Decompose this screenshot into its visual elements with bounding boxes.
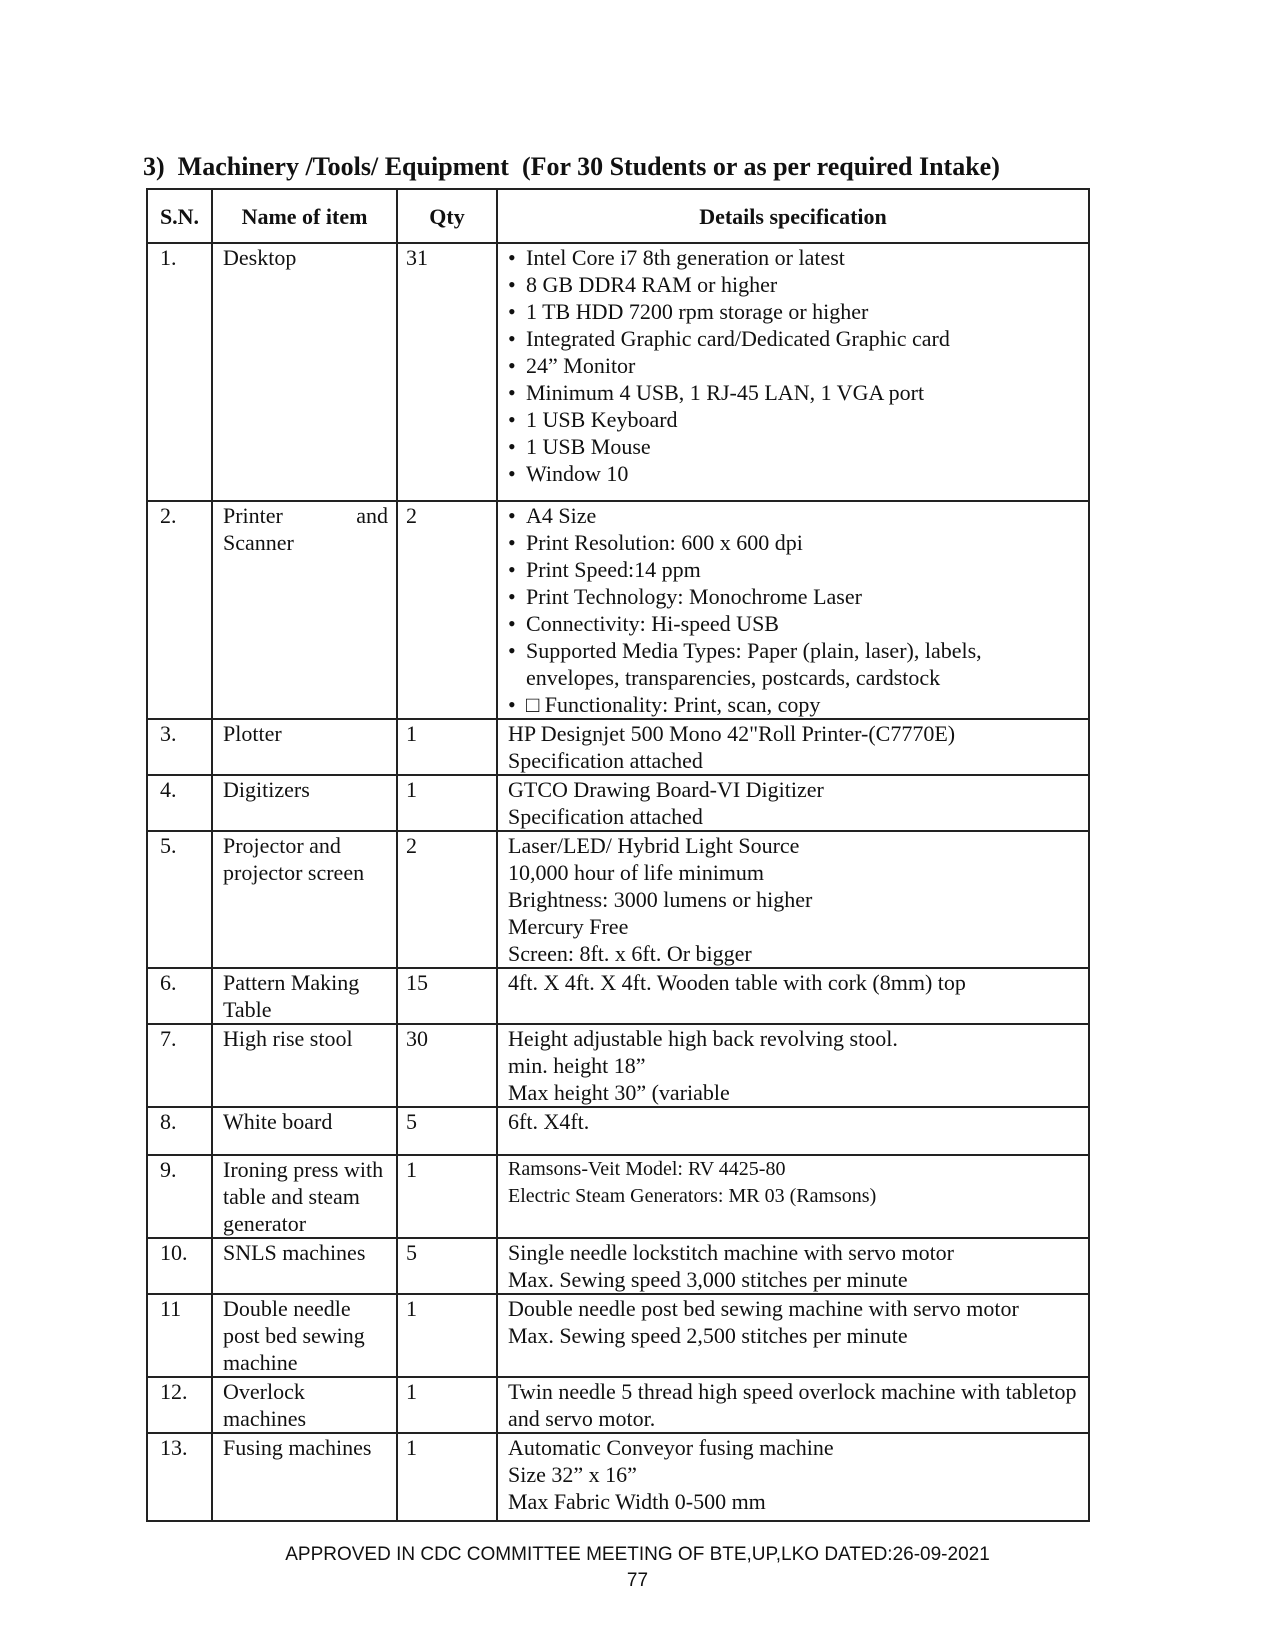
row-details (497, 1294, 1089, 1377)
row-details (497, 243, 1089, 501)
page-number: 77 (626, 1570, 649, 1591)
spec-bullet: • Print Resolution: 600 x 600 dpi (508, 529, 1080, 556)
detail-line: Max height 30” (variable (508, 1080, 730, 1105)
row-item-name: Ironing press with table and steam generator (212, 1155, 397, 1238)
row-item-name: Overlock machines (212, 1377, 397, 1433)
spec-bullet: • □ Functionality: Print, scan, copy (508, 691, 1080, 718)
row-item-name: White board (212, 1107, 397, 1155)
row-qty: 2 (397, 831, 497, 968)
row-details (497, 1024, 1089, 1107)
detail-line: Height adjustable high back revolving stool. (508, 1026, 898, 1051)
spec-bullet: • Connectivity: Hi-speed USB (508, 610, 1080, 637)
table-row (147, 831, 1089, 968)
row-details (497, 775, 1089, 831)
detail-line: Ramsons-Veit Model: RV 4425-80 (508, 1158, 786, 1180)
detail-line: Double needle post bed sewing machine with servo motor (508, 1296, 1019, 1321)
row-sn: 11 (147, 1294, 212, 1377)
detail-line: 6ft. X4ft. (508, 1109, 590, 1134)
detail-line: Screen: 8ft. x 6ft. Or bigger (508, 941, 752, 966)
row-item-name: Desktop (212, 243, 397, 501)
table-row (147, 1024, 1089, 1107)
row-sn: 7. (147, 1024, 212, 1107)
column-header-name: Name of item (212, 189, 397, 243)
row-item-name: Double needle post bed sewing machine (212, 1294, 397, 1377)
table-row (147, 1377, 1089, 1433)
spec-bullet: • Supported Media Types: Paper (plain, laser), labels, envelopes, transparencies, postcards, cardstock (508, 637, 1080, 691)
spec-bullet: • Integrated Graphic card/Dedicated Graphic card (508, 325, 1080, 352)
detail-line: Automatic Conveyor fusing machine (508, 1435, 834, 1460)
row-qty: 1 (397, 775, 497, 831)
row-qty: 31 (397, 243, 497, 501)
detail-line: Specification attached (508, 804, 703, 829)
spec-bullet: • Print Speed:14 ppm (508, 556, 1080, 583)
row-details (497, 1377, 1089, 1433)
row-qty: 1 (397, 1294, 497, 1377)
column-header-sn: S.N. (147, 189, 212, 243)
row-item-name: Pattern Making Table (212, 968, 397, 1024)
section-heading: 3) Machinery /Tools/ Equipment (For 30 Students or as per required Intake) (143, 152, 1000, 181)
row-details (497, 1238, 1089, 1294)
row-qty: 1 (397, 1377, 497, 1433)
item-name-line: Scanner (223, 530, 294, 555)
spec-bullet: • A4 Size (508, 502, 1080, 529)
detail-line: Specification attached (508, 748, 703, 773)
row-item-name: Digitizers (212, 775, 397, 831)
row-sn: 5. (147, 831, 212, 968)
spec-bullet: • Window 10 (508, 460, 1080, 487)
row-sn: 13. (147, 1433, 212, 1521)
row-item-name: Plotter (212, 719, 397, 775)
table-row (147, 1294, 1089, 1377)
row-item-name: Fusing machines (212, 1433, 397, 1521)
row-details (497, 1107, 1089, 1155)
detail-line: Brightness: 3000 lumens or higher (508, 887, 813, 912)
table-row (147, 1238, 1089, 1294)
column-header-details: Details specification (497, 189, 1089, 243)
spec-bullet: • 1 USB Mouse (508, 433, 1080, 460)
table-row (147, 1433, 1089, 1521)
spec-bullet: • Print Technology: Monochrome Laser (508, 583, 1080, 610)
row-sn: 8. (147, 1107, 212, 1155)
table-row (147, 1155, 1089, 1238)
spec-bullet: • 24” Monitor (508, 352, 1080, 379)
row-sn: 10. (147, 1238, 212, 1294)
detail-line: Max Fabric Width 0-500 mm (508, 1489, 766, 1514)
row-qty: 1 (397, 1433, 497, 1521)
table-row (147, 243, 1089, 501)
detail-line: HP Designjet 500 Mono 42"Roll Printer-(C7770E) (508, 721, 956, 746)
row-details (497, 1155, 1089, 1238)
detail-line: Mercury Free (508, 914, 629, 939)
row-item-name (212, 501, 397, 719)
detail-line: Max. Sewing speed 2,500 stitches per minute (508, 1323, 908, 1348)
table-row (147, 775, 1089, 831)
table-row (147, 968, 1089, 1024)
row-sn: 6. (147, 968, 212, 1024)
table-row (147, 1107, 1089, 1155)
row-details (497, 968, 1089, 1024)
spec-bullet: • 1 TB HDD 7200 rpm storage or higher (508, 298, 1080, 325)
item-name-word: Printer (223, 503, 283, 528)
row-details (497, 719, 1089, 775)
row-qty: 5 (397, 1238, 497, 1294)
item-name-line (223, 502, 388, 529)
detail-line: GTCO Drawing Board-VI Digitizer (508, 777, 824, 802)
row-item-name: Projector and projector screen (212, 831, 397, 968)
row-qty: 30 (397, 1024, 497, 1107)
detail-line: Electric Steam Generators: MR 03 (Ramsons) (508, 1185, 877, 1207)
row-sn: 12. (147, 1377, 212, 1433)
row-sn: 9. (147, 1155, 212, 1238)
item-name-word: and (356, 503, 388, 528)
row-details (497, 501, 1089, 719)
table-header-row (147, 189, 1089, 243)
table-row (147, 719, 1089, 775)
detail-line: 4ft. X 4ft. X 4ft. Wooden table with cork (8mm) top (508, 970, 966, 995)
detail-line: min. height 18” (508, 1053, 646, 1078)
row-sn: 2. (147, 501, 212, 719)
column-header-qty: Qty (397, 189, 497, 243)
row-sn: 1. (147, 243, 212, 501)
row-details (497, 1433, 1089, 1521)
row-qty: 15 (397, 968, 497, 1024)
row-sn: 4. (147, 775, 212, 831)
row-sn: 3. (147, 719, 212, 775)
approval-footer: APPROVED IN CDC COMMITTEE MEETING OF BTE,UP,LKO DATED:26-09-2021 (285, 1544, 990, 1565)
row-qty: 2 (397, 501, 497, 719)
spec-bullet: • Minimum 4 USB, 1 RJ-45 LAN, 1 VGA port (508, 379, 1080, 406)
detail-line: Size 32” x 16” (508, 1462, 637, 1487)
row-qty: 1 (397, 1155, 497, 1238)
equipment-table (146, 188, 1090, 1522)
row-item-name: High rise stool (212, 1024, 397, 1107)
spec-bullet: • 8 GB DDR4 RAM or higher (508, 271, 1080, 298)
row-qty: 5 (397, 1107, 497, 1155)
detail-line: Single needle lockstitch machine with servo motor (508, 1240, 955, 1265)
table-row (147, 501, 1089, 719)
spec-bullet: • Intel Core i7 8th generation or latest (508, 244, 1080, 271)
row-item-name: SNLS machines (212, 1238, 397, 1294)
detail-line: 10,000 hour of life minimum (508, 860, 765, 885)
spec-bullet: • 1 USB Keyboard (508, 406, 1080, 433)
row-details (497, 831, 1089, 968)
detail-line: Max. Sewing speed 3,000 stitches per minute (508, 1267, 908, 1292)
row-qty: 1 (397, 719, 497, 775)
detail-line: Twin needle 5 thread high speed overlock machine with tabletop and servo motor. (508, 1379, 1077, 1431)
detail-line: Laser/LED/ Hybrid Light Source (508, 833, 800, 858)
